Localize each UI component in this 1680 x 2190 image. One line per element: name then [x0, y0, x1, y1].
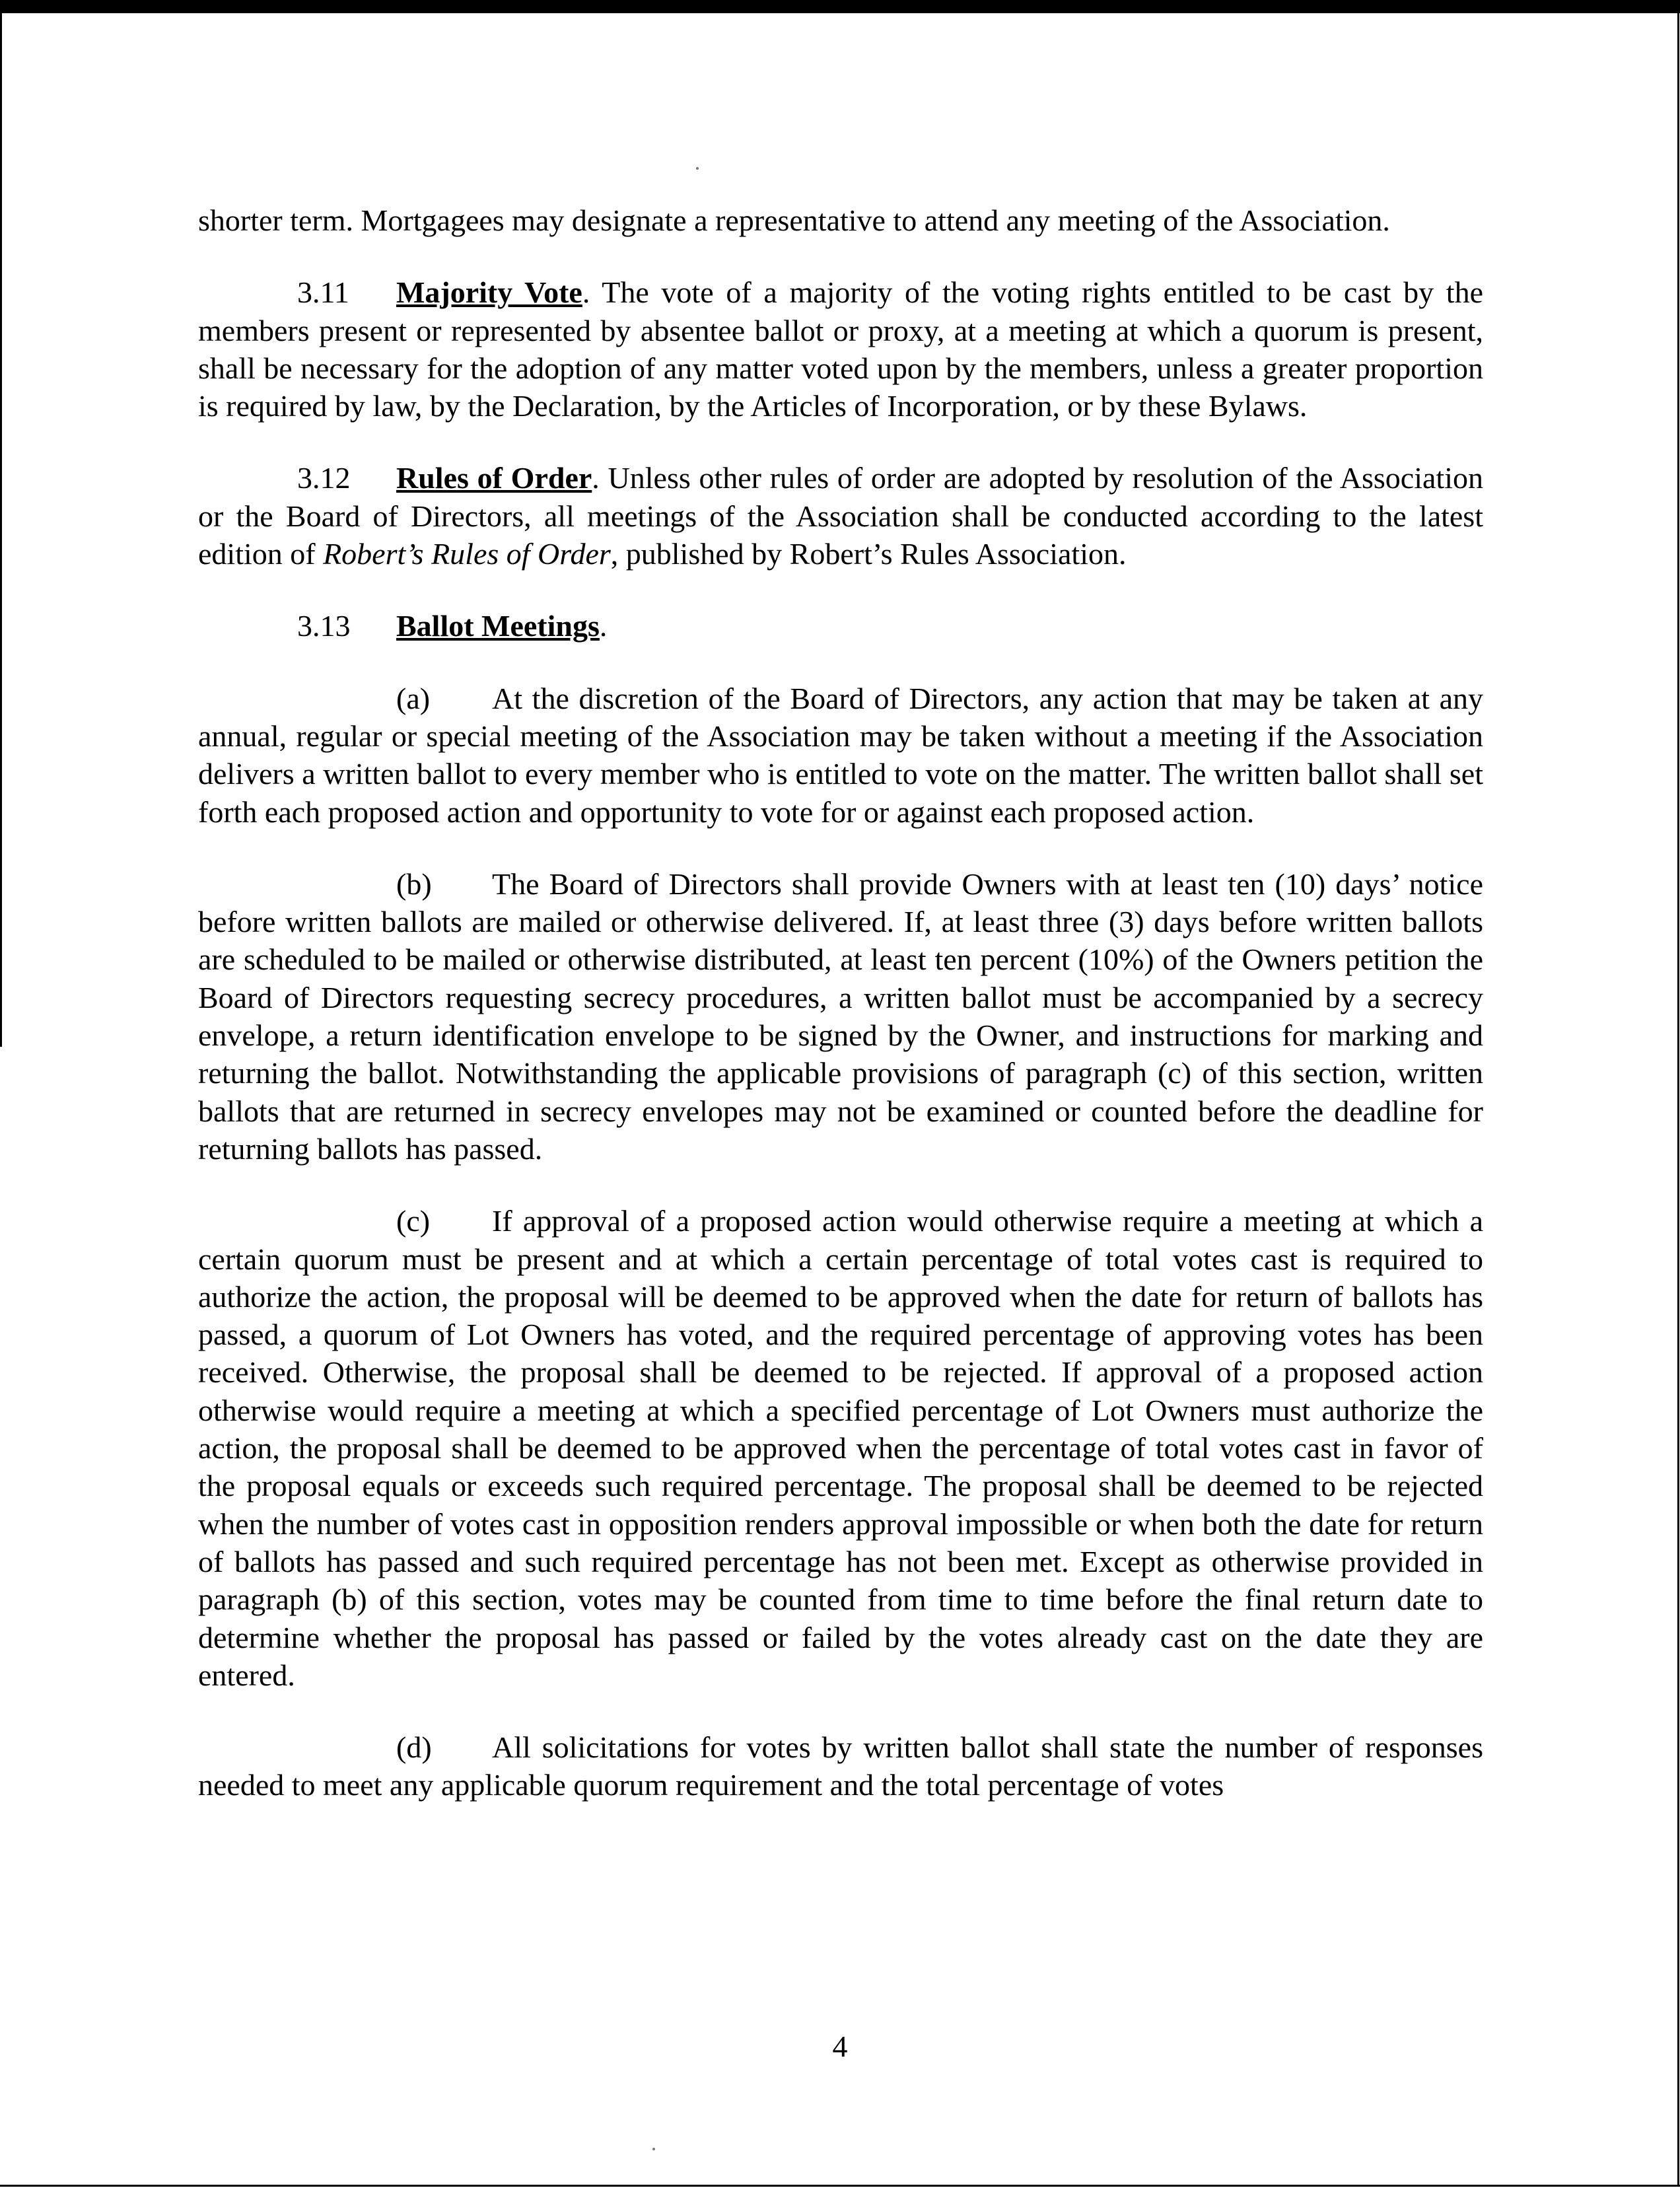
heading-suffix: .: [599, 609, 608, 643]
section-heading: Rules of Order: [396, 461, 592, 495]
section-number: 3.12: [297, 461, 351, 495]
section-3-11-majority-vote: [198, 273, 1483, 425]
subparagraph-c: [198, 1202, 1483, 1694]
subparagraph-label: (b): [396, 866, 432, 901]
scan-right-edge: [1677, 13, 1679, 2186]
book-title: Robert’s Rules of Order: [323, 537, 611, 571]
subparagraph-text: At the discretion of the Board of Directors, any action that may be taken at any annual, regular or special meeting of the Association may be taken without a meeting if the Association delivers a written ballot to every member who is entitled to vote on the matter. The written ballot shall set forth each proposed action and opportunity to vote for or against each proposed action.: [198, 681, 1483, 829]
section-number: 3.13: [297, 609, 351, 643]
page-number: 4: [832, 2030, 848, 2063]
subparagraph-b: [198, 865, 1483, 1168]
section-3-13-ballot-meetings: [198, 607, 1483, 645]
section-body-end: , published by Robert’s Rules Association.: [610, 537, 1127, 571]
section-number: 3.11: [297, 275, 349, 310]
subparagraph-a: [198, 680, 1483, 831]
subparagraph-text: The Board of Directors shall provide Owners with at least ten (10) days’ notice before written ballots are mailed or otherwise delivered. If, at least three (3) days before written ballots are scheduled to be mailed or otherwise distributed, at least ten percent (10%) of the Owners petition the Board of Directors requesting secrecy procedures, a written ballot must be accompanied by a secrecy envelope, a return identification envelope to be signed by the Owner, and instructions for marking and returning the ballot. Notwithstanding the applicable provisions of paragraph (c) of this section, written ballots that are returned in secrecy envelopes may not be examined or counted before the deadline for returning ballots has passed.: [198, 866, 1483, 1166]
scan-speck: [696, 167, 699, 170]
subparagraph-d: [198, 1728, 1483, 1804]
scan-left-edge: [0, 13, 2, 1047]
intro-paragraph: shorter term. Mortgagees may designate a representative to attend any meeting of the Association.: [198, 203, 1390, 237]
section-body: . The vote of a majority of the voting rights entitled to be cast by the members present or represented by absentee ballot or proxy, at a meeting at which a quorum is present, shall be necessary for the adoption of any matter voted upon by the members, unless a greater proportion is required by law, by the Declaration, by the Articles of Incorporation, or by these Bylaws.: [198, 275, 1483, 423]
subparagraph-label: (c): [396, 1204, 431, 1238]
section-heading: Majority Vote: [396, 275, 582, 310]
document-body: [198, 201, 1483, 1839]
scan-top-border: [0, 0, 1680, 13]
subparagraph-label: (d): [396, 1730, 432, 1765]
scan-bottom-border: [0, 2185, 1680, 2187]
subparagraph-label: (a): [396, 681, 431, 715]
section-3-12-rules-of-order: [198, 459, 1483, 573]
scan-speck: [652, 2148, 655, 2150]
subparagraph-text: If approval of a proposed action would otherwise require a meeting at which a certain quorum must be present and at which a certain percentage of total votes cast is required to authorize the action, the proposal will be deemed to be approved when the date for return of ballots has passed, a quorum of Lot Owners has voted, and the required percentage of approving votes has been received. Otherwise, the proposal shall be deemed to be rejected. If approval of a proposed action otherwise would require a meeting at which a specified percentage of Lot Owners must authorize the action, the proposal shall be deemed to be approved when the percentage of total votes cast in favor of the proposal equals or exceeds such required percentage. The proposal shall be deemed to be rejected when the number of votes cast in opposition renders approval impossible or when both the date for return of ballots has passed and such required percentage has not been met. Except as otherwise provided in paragraph (b) of this section, votes may be counted from time to time before the final return date to determine whether the proposal has passed or failed by the votes already cast on the date they are entered.: [198, 1204, 1483, 1692]
section-body: . Unless other rules of order are adopted by resolution of the Association or the Board of Directors, all meetings of the Association shall be conducted according to the latest edition of: [198, 461, 1483, 571]
section-heading: Ballot Meetings: [396, 609, 600, 643]
subparagraph-text: All solicitations for votes by written ballot shall state the number of responses needed to meet any applicable quorum requirement and the total percentage of votes: [198, 1730, 1483, 1802]
